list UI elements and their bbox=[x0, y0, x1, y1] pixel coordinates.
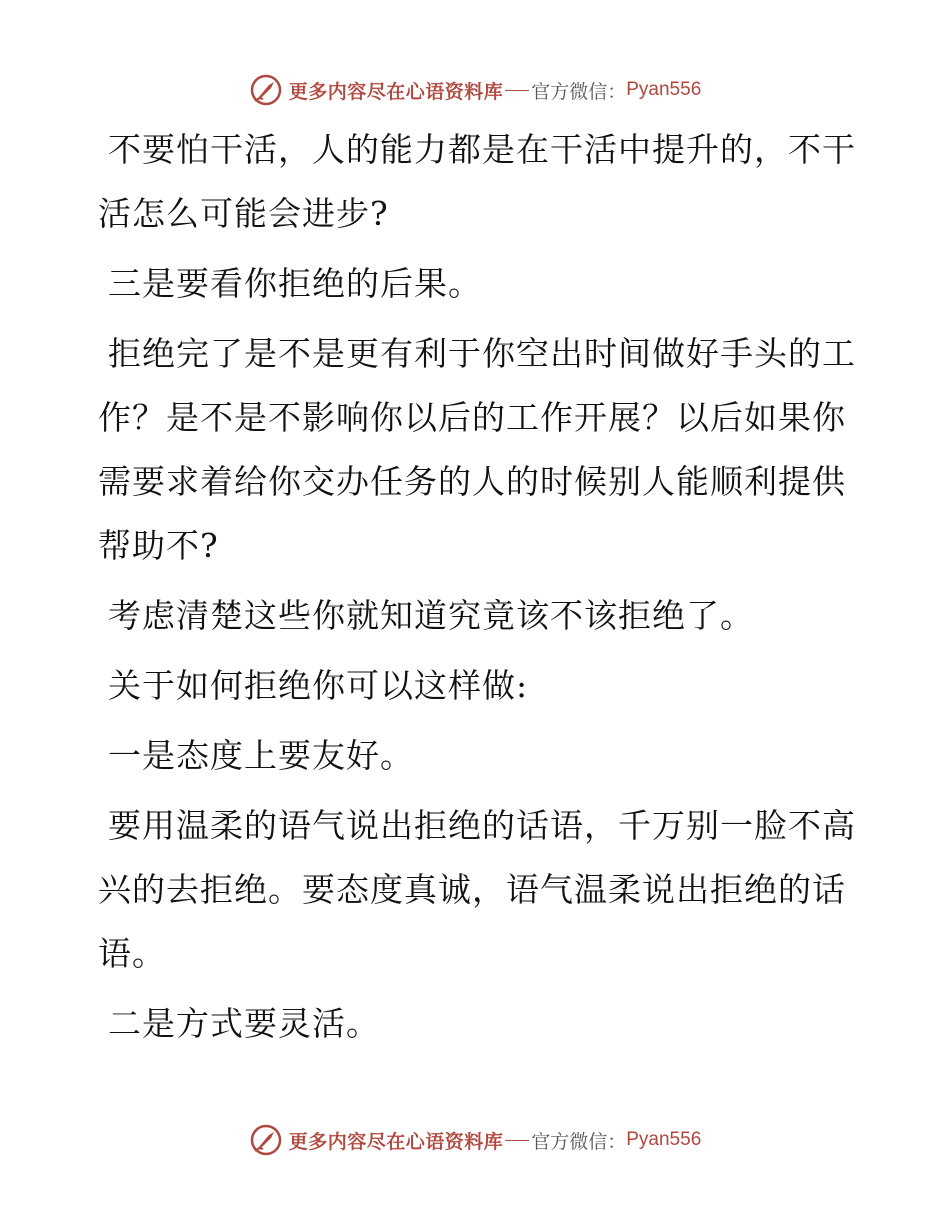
paragraph-1: 不要怕干活，人的能力都是在干活中提升的，不干活怎么可能会进步? bbox=[98, 130, 856, 233]
header-banner bbox=[0, 70, 950, 110]
paragraph-4: 考虑清楚这些你就知道究竟该不该拒绝了。 bbox=[108, 596, 754, 635]
footer-banner-wechat-id: Pyan556 bbox=[626, 1129, 702, 1150]
footer-banner bbox=[0, 1120, 950, 1160]
pen-nib-logo-icon bbox=[249, 1123, 283, 1157]
pen-nib-logo-icon bbox=[249, 73, 283, 107]
header-banner-dash bbox=[505, 90, 529, 91]
footer-banner-dash bbox=[505, 1140, 529, 1141]
header-banner-title: 更多内容尽在心语资料库 bbox=[288, 80, 504, 103]
paragraph-7: 要用温柔的语气说出拒绝的话语，千万别一脸不高兴的去拒绝。要态度真诚，语气温柔说出拒绝的话语。 bbox=[98, 806, 856, 973]
footer-banner-wechat-label: 官方微信： bbox=[531, 1130, 627, 1153]
paragraph-3: 拒绝完了是不是更有利于你空出时间做好手头的工作？是不是不影响你以后的工作开展？以后如果你需要求着给你交办任务的人的时候别人能顺利提供帮助不? bbox=[98, 334, 856, 565]
document-body bbox=[98, 118, 858, 1062]
paragraph-6: 一是态度上要友好。 bbox=[108, 736, 414, 775]
paragraph-2: 三是要看你拒绝的后果。 bbox=[108, 264, 482, 303]
paragraph-8: 二是方式要灵活。 bbox=[108, 1004, 380, 1043]
paragraph-5: 关于如何拒绝你可以这样做: bbox=[108, 666, 529, 705]
header-banner-wechat-id: Pyan556 bbox=[626, 79, 702, 100]
footer-banner-title: 更多内容尽在心语资料库 bbox=[288, 1130, 504, 1153]
header-banner-wechat-label: 官方微信： bbox=[531, 80, 627, 103]
